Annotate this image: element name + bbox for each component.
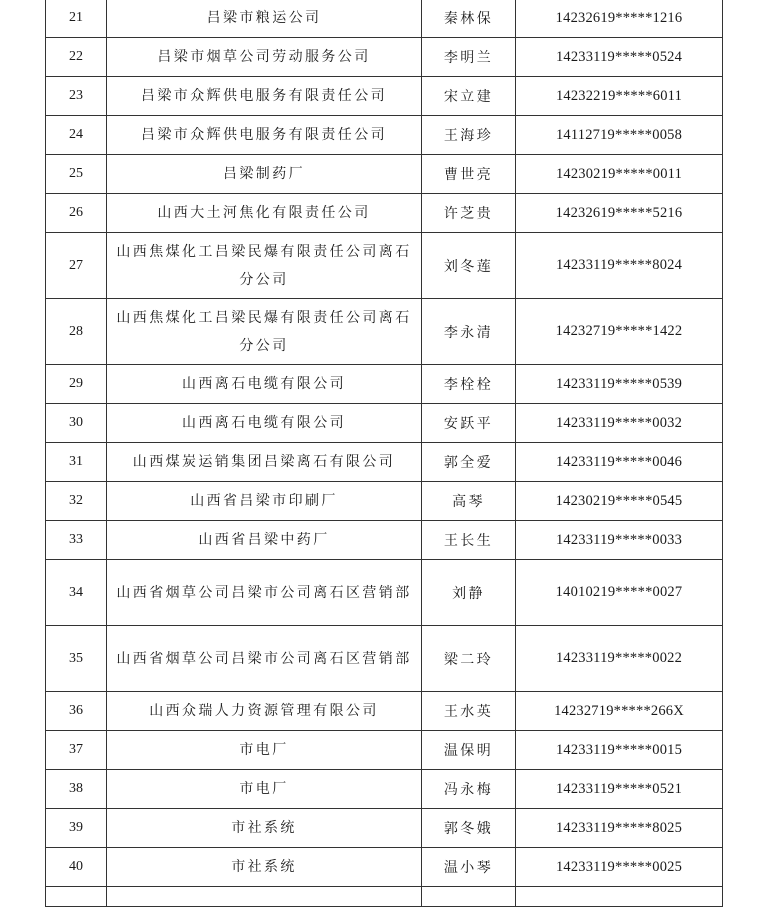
id-number-cell: 14233119*****8024 xyxy=(516,233,723,299)
id-number-cell: 14232719*****1422 xyxy=(516,299,723,365)
row-number: 26 xyxy=(46,194,107,233)
row-number: 30 xyxy=(46,404,107,443)
row-number: 23 xyxy=(46,77,107,116)
row-number: 40 xyxy=(46,848,107,887)
table-row xyxy=(46,0,723,38)
table-row xyxy=(46,404,723,443)
id-number-cell: 14010219*****0027 xyxy=(516,560,723,626)
organization-cell: 吕梁市众辉供电服务有限责任公司 xyxy=(107,116,422,155)
id-number-cell: 14232719*****266X xyxy=(516,692,723,731)
row-number: 27 xyxy=(46,233,107,299)
organization-cell: 吕梁市烟草公司劳动服务公司 xyxy=(107,38,422,77)
person-name-cell: 王海珍 xyxy=(422,116,516,155)
row-number: 29 xyxy=(46,365,107,404)
id-number-cell: 14233119*****8025 xyxy=(516,809,723,848)
empty-cell xyxy=(107,887,422,907)
row-number: 36 xyxy=(46,692,107,731)
organization-cell: 吕梁市粮运公司 xyxy=(107,0,422,38)
table-row xyxy=(46,38,723,77)
id-number-cell: 14233119*****0032 xyxy=(516,404,723,443)
id-number-cell: 14232619*****1216 xyxy=(516,0,723,38)
table-row xyxy=(46,116,723,155)
table-row xyxy=(46,482,723,521)
table-row xyxy=(46,521,723,560)
id-number-cell: 14233119*****0539 xyxy=(516,365,723,404)
id-number-cell: 14230219*****0545 xyxy=(516,482,723,521)
empty-cell xyxy=(46,887,107,907)
organization-cell: 山西省吕梁市印刷厂 xyxy=(107,482,422,521)
person-name-cell: 李永清 xyxy=(422,299,516,365)
organization-cell: 山西省烟草公司吕梁市公司离石区营销部 xyxy=(107,626,422,692)
person-name-cell: 高琴 xyxy=(422,482,516,521)
organization-cell: 吕梁市众辉供电服务有限责任公司 xyxy=(107,77,422,116)
table-row xyxy=(46,233,723,299)
person-name-cell: 刘静 xyxy=(422,560,516,626)
organization-cell: 市电厂 xyxy=(107,731,422,770)
organization-cell: 市社系统 xyxy=(107,848,422,887)
organization-cell: 山西省吕梁中药厂 xyxy=(107,521,422,560)
organization-cell: 山西焦煤化工吕梁民爆有限责任公司离石分公司 xyxy=(107,233,422,299)
id-number-cell: 14112719*****0058 xyxy=(516,116,723,155)
person-name-cell: 曹世亮 xyxy=(422,155,516,194)
row-number: 38 xyxy=(46,770,107,809)
organization-cell: 市社系统 xyxy=(107,809,422,848)
person-name-cell: 郭全爱 xyxy=(422,443,516,482)
roster-table xyxy=(45,0,723,907)
table-row xyxy=(46,626,723,692)
table-row xyxy=(46,299,723,365)
empty-cell xyxy=(422,887,516,907)
row-number: 31 xyxy=(46,443,107,482)
table-row-partial xyxy=(46,887,723,907)
row-number: 33 xyxy=(46,521,107,560)
id-number-cell: 14230219*****0011 xyxy=(516,155,723,194)
table-row xyxy=(46,692,723,731)
id-number-cell: 14233119*****0022 xyxy=(516,626,723,692)
row-number: 22 xyxy=(46,38,107,77)
empty-cell xyxy=(516,887,723,907)
organization-cell: 山西众瑞人力资源管理有限公司 xyxy=(107,692,422,731)
organization-cell: 市电厂 xyxy=(107,770,422,809)
person-name-cell: 许芝贵 xyxy=(422,194,516,233)
person-name-cell: 刘冬莲 xyxy=(422,233,516,299)
table-row xyxy=(46,155,723,194)
organization-cell: 山西离石电缆有限公司 xyxy=(107,404,422,443)
person-name-cell: 李栓栓 xyxy=(422,365,516,404)
row-number: 39 xyxy=(46,809,107,848)
organization-cell: 山西省烟草公司吕梁市公司离石区营销部 xyxy=(107,560,422,626)
person-name-cell: 王长生 xyxy=(422,521,516,560)
row-number: 21 xyxy=(46,0,107,38)
id-number-cell: 14232619*****5216 xyxy=(516,194,723,233)
id-number-cell: 14233119*****0033 xyxy=(516,521,723,560)
organization-cell: 山西大土河焦化有限责任公司 xyxy=(107,194,422,233)
row-number: 25 xyxy=(46,155,107,194)
table-row xyxy=(46,809,723,848)
person-name-cell: 冯永梅 xyxy=(422,770,516,809)
organization-cell: 山西煤炭运销集团吕梁离石有限公司 xyxy=(107,443,422,482)
person-name-cell: 郭冬娥 xyxy=(422,809,516,848)
organization-cell: 山西离石电缆有限公司 xyxy=(107,365,422,404)
row-number: 24 xyxy=(46,116,107,155)
person-name-cell: 宋立建 xyxy=(422,77,516,116)
row-number: 35 xyxy=(46,626,107,692)
person-name-cell: 李明兰 xyxy=(422,38,516,77)
table-row xyxy=(46,848,723,887)
table-row xyxy=(46,443,723,482)
table-row xyxy=(46,365,723,404)
person-name-cell: 梁二玲 xyxy=(422,626,516,692)
person-name-cell: 安跃平 xyxy=(422,404,516,443)
id-number-cell: 14232219*****6011 xyxy=(516,77,723,116)
person-name-cell: 温小琴 xyxy=(422,848,516,887)
row-number: 28 xyxy=(46,299,107,365)
table-row xyxy=(46,560,723,626)
id-number-cell: 14233119*****0524 xyxy=(516,38,723,77)
id-number-cell: 14233119*****0025 xyxy=(516,848,723,887)
row-number: 34 xyxy=(46,560,107,626)
table-row xyxy=(46,731,723,770)
organization-cell: 吕梁制药厂 xyxy=(107,155,422,194)
organization-cell: 山西焦煤化工吕梁民爆有限责任公司离石分公司 xyxy=(107,299,422,365)
person-name-cell: 温保明 xyxy=(422,731,516,770)
row-number: 37 xyxy=(46,731,107,770)
person-name-cell: 秦林保 xyxy=(422,0,516,38)
row-number: 32 xyxy=(46,482,107,521)
person-name-cell: 王水英 xyxy=(422,692,516,731)
id-number-cell: 14233119*****0046 xyxy=(516,443,723,482)
id-number-cell: 14233119*****0015 xyxy=(516,731,723,770)
table-row xyxy=(46,194,723,233)
table-row xyxy=(46,77,723,116)
id-number-cell: 14233119*****0521 xyxy=(516,770,723,809)
table-row xyxy=(46,770,723,809)
